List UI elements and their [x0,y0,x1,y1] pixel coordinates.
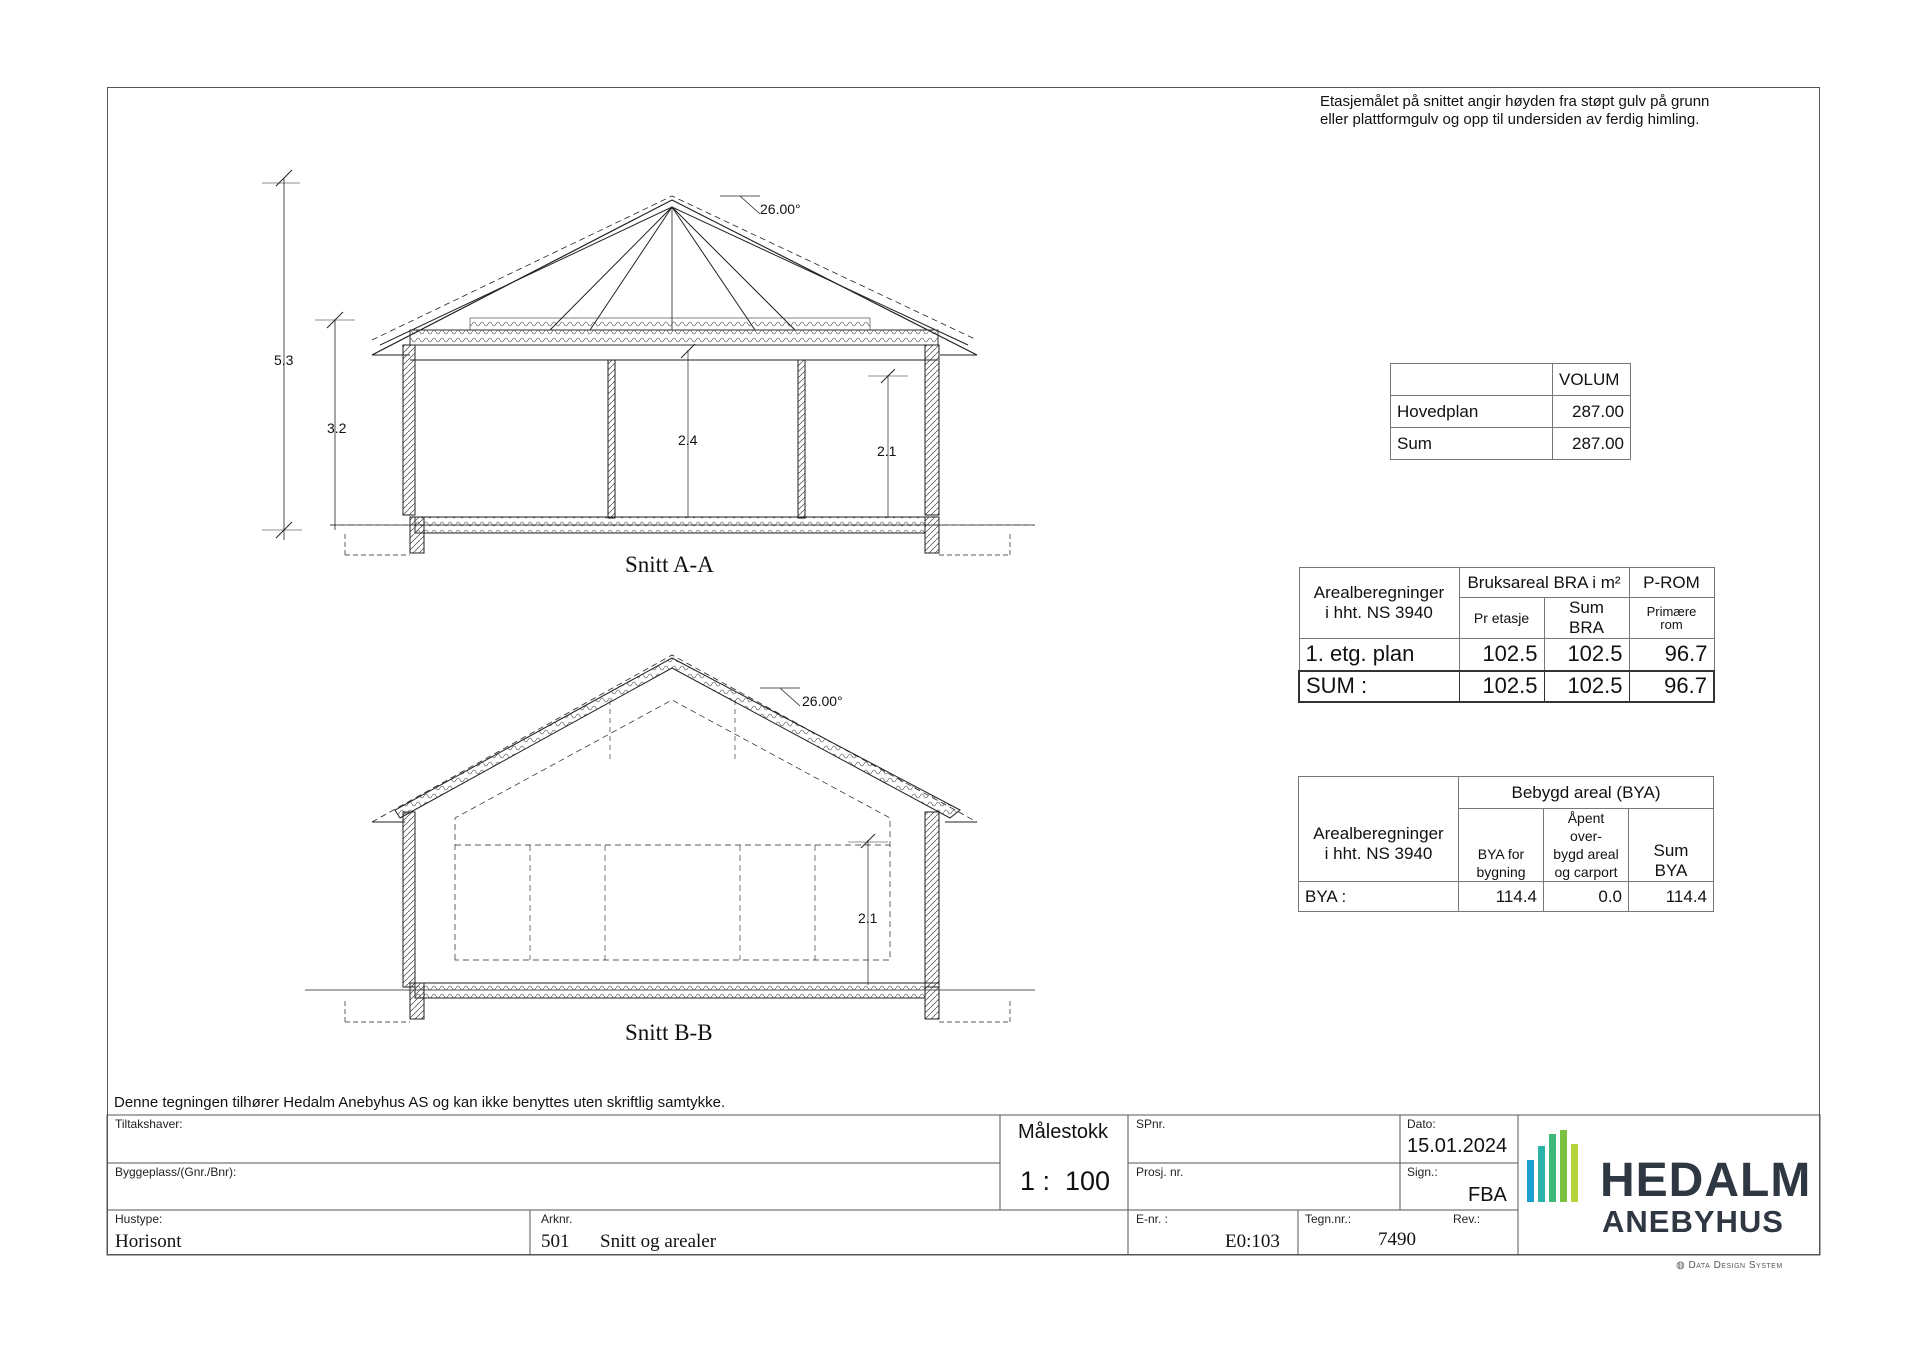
logo-wordmark-anebyhus: ANEBYHUS [1602,1204,1784,1239]
dim-bb-room-height: 2.1 [858,910,878,926]
section-bb-roof-angle: 26.00° [802,693,843,709]
dim-wall-height: 3.2 [327,420,347,436]
logo-wordmark-hedalm: HEDALM [1600,1154,1812,1207]
section-aa-label: Snitt A-A [625,552,714,577]
bya-col1-line2: bygning [1476,864,1526,880]
prosj-label: Prosj. nr. [1136,1165,1184,1179]
tegnnr-value: 7490 [1378,1229,1416,1250]
col-primaere-line2: rom [1660,617,1683,632]
bra-row-p-rom: 96.7 [1629,639,1714,671]
bya-row-apent: 0.0 [1544,882,1629,912]
dim-ceiling-height: 2.4 [678,432,698,448]
volume-table [1390,363,1631,460]
table-row [1299,639,1714,671]
arknr-value: 501 [541,1231,570,1252]
bra-group-header: Bruksareal BRA i m² [1459,568,1629,598]
dato-value: 15.01.2024 [1407,1135,1508,1157]
bra-sum-sum-bra: 102.5 [1544,671,1629,702]
ownership-note: Denne tegningen tilhører Hedalm Anebyhus AS og kan ikke benyttes uten skriftlig samtykke. [114,1094,726,1111]
hustype-value: Horisont [115,1231,182,1252]
logo-bar [1560,1130,1567,1202]
bra-title-line2: i hht. NS 3940 [1325,603,1433,622]
logo-bar [1549,1134,1556,1202]
bya-col1-line1: BYA for [1477,846,1525,862]
bra-row-sum-bra: 102.5 [1544,639,1629,671]
volume-row-label: Hovedplan [1391,396,1553,428]
dim-room-height: 2.1 [877,443,897,459]
byggeplass-label: Byggeplass/(Gnr./Bnr): [115,1165,237,1179]
bra-sum-label: SUM : [1299,671,1459,702]
table-row [1299,882,1714,912]
malestokk-value: 1 : 100 [1020,1166,1111,1196]
height-note [1320,93,1709,129]
malestokk-label: Målestokk [1018,1121,1109,1143]
bra-sum-pr-etasje: 102.5 [1459,671,1544,702]
bya-col2-line3: og carport [1554,864,1618,880]
bya-title-line1: Arealberegninger [1313,824,1444,843]
section-bb-drawing [305,655,1035,1022]
bya-row-sum: 114.4 [1629,882,1714,912]
dim-total-height: 5.3 [274,352,294,368]
hustype-label: Hustype: [115,1212,163,1226]
bra-row-pr-etasje: 102.5 [1459,639,1544,671]
logo-bar [1571,1144,1578,1202]
col-sum-bra: Sum BRA [1544,598,1629,639]
section-aa-roof-angle: 26.00° [760,201,801,217]
volume-row-label: Sum [1391,428,1553,460]
volume-header: VOLUM [1553,364,1631,396]
credit-icon: ◍ [1676,1260,1689,1271]
dato-label: Dato: [1407,1117,1436,1131]
arknr-label: Arknr. [541,1212,573,1226]
height-note-line1: Etasjemålet på snittet angir høyden fra støpt gulv på grunn [1320,93,1710,110]
tegnnr-label: Tegn.nr.: [1305,1212,1352,1226]
bra-sum-p-rom: 96.7 [1629,671,1714,702]
tiltakshaver-label: Tiltakshaver: [115,1117,183,1131]
bya-row-bygning: 114.4 [1459,882,1544,912]
credit-text: Data Design System [1688,1260,1783,1271]
bya-table [1298,776,1714,912]
sign-value: FBA [1468,1184,1507,1206]
col-pr-etasje: Pr etasje [1459,598,1544,639]
bra-title-line1: Arealberegninger [1313,583,1445,602]
bya-row-label: BYA : [1299,882,1459,912]
col-primaere-line1: Primære [1646,604,1697,619]
sign-label: Sign.: [1407,1165,1438,1179]
table-row [1299,671,1714,702]
table-row [1391,428,1631,460]
volume-row-value: 287.00 [1553,428,1631,460]
logo-bar [1538,1146,1545,1202]
bya-col3: Sum BYA [1629,809,1714,882]
section-bb-label: Snitt B-B [625,1020,713,1045]
bya-title-line2: i hht. NS 3940 [1324,844,1433,863]
enr-label: E-nr. : [1136,1212,1169,1226]
rev-label: Rev.: [1453,1212,1481,1226]
logo-bar [1527,1160,1534,1202]
drawing-title: Snitt og arealer [600,1231,717,1252]
bra-row-label: 1. etg. plan [1299,639,1459,671]
section-aa-drawing [262,170,1035,555]
height-note-line2: eller plattformgulv og opp til undersiden av ferdig himling. [1320,111,1700,128]
logo-bars [1527,1130,1578,1202]
bya-group-header: Bebygd areal (BYA) [1459,777,1714,809]
table-row [1391,396,1631,428]
bya-col2-line1: Åpent over- [1567,810,1605,844]
bya-col2-line2: bygd areal [1553,846,1619,862]
bra-table [1298,567,1715,703]
volume-row-value: 287.00 [1553,396,1631,428]
spnr-label: SPnr. [1136,1117,1166,1131]
enr-value: E0:103 [1225,1231,1280,1252]
prom-header: P-ROM [1629,568,1714,598]
